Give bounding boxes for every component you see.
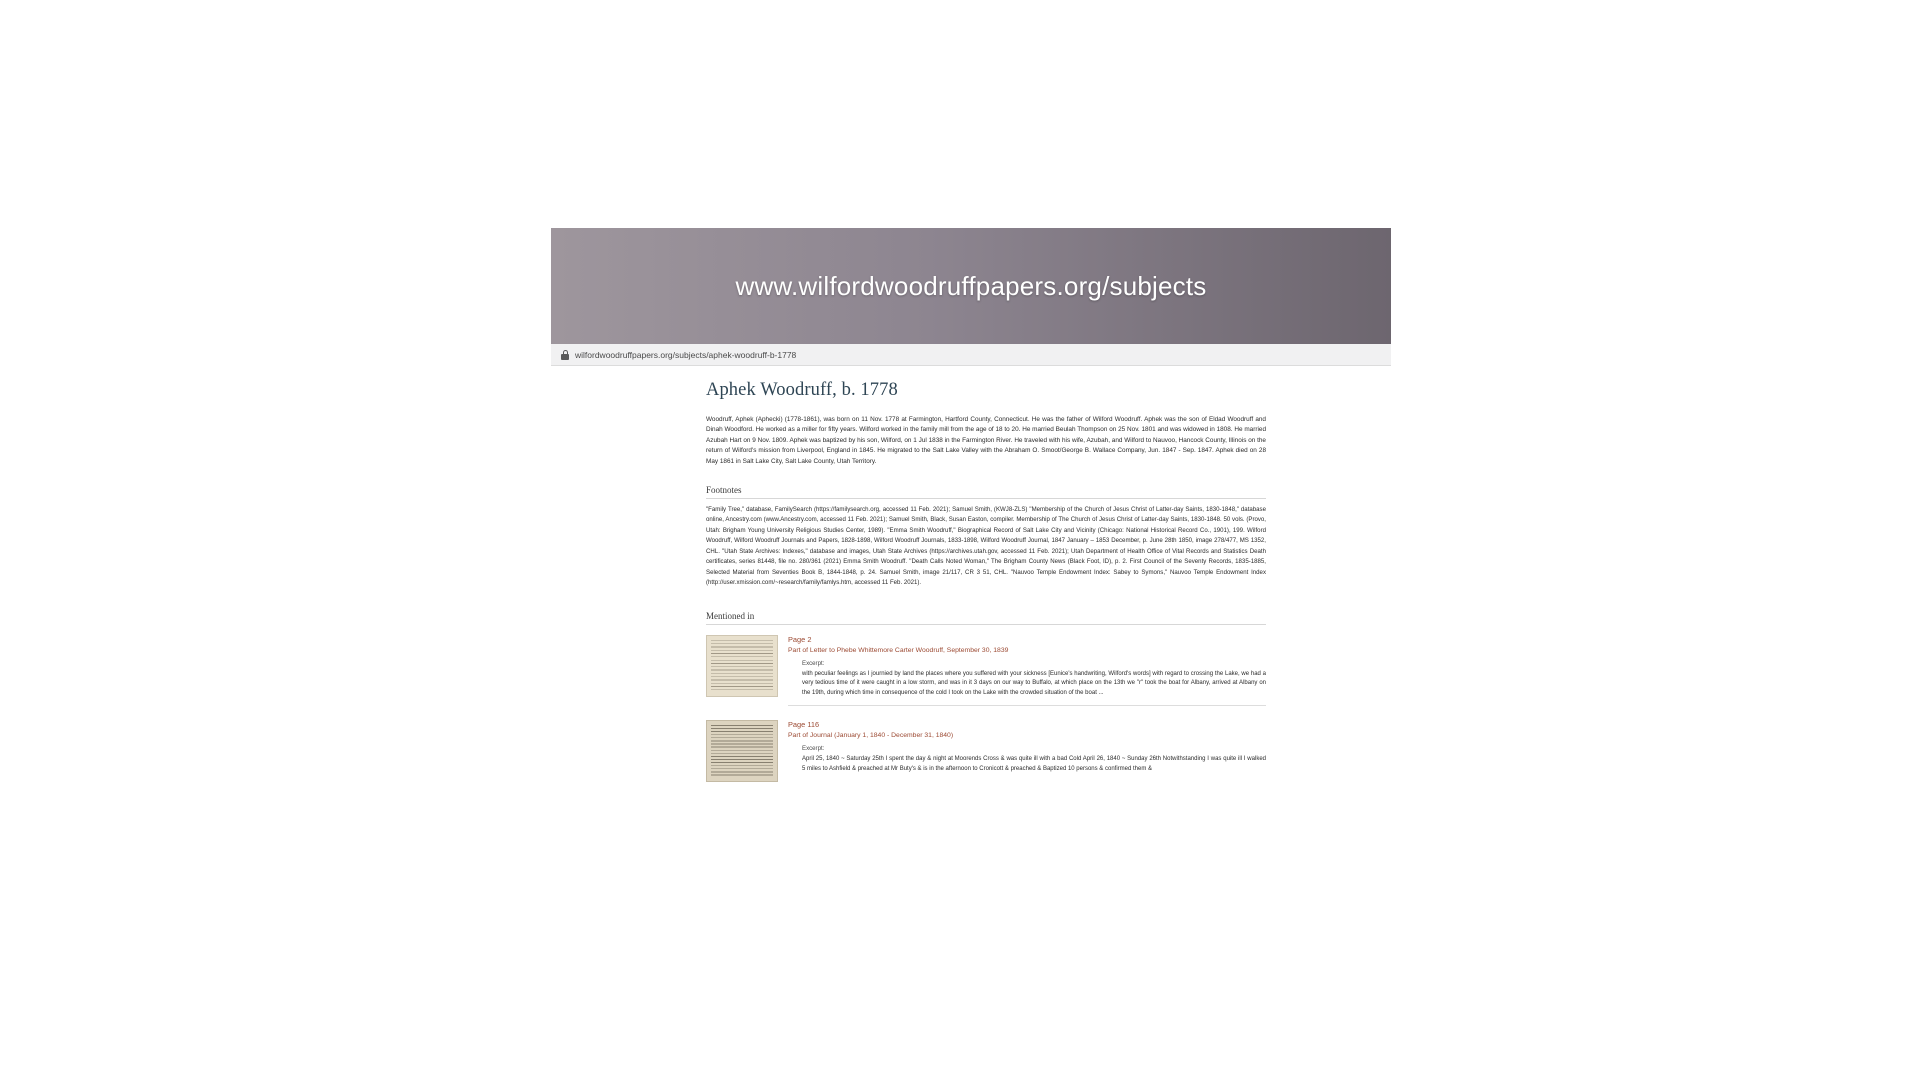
mention-item[interactable]	[706, 635, 1266, 712]
footnotes-text: "Family Tree," database, FamilySearch (https://familysearch.org, accessed 11 Feb. 2021); Samuel Smith, (KWJ8-ZLS) "Membership of the Church of Jesus Christ of Latter-day Saints, 1830-1848," database online, Ancestry.com (www.Ancestry.com, accessed 11 Feb. 2021); Samuel Smith, Black, Susan Easton, compiler. Membership of The Church of Jesus Christ of Latter-day Saints, 1830-1848. 50 vols. (Provo, Utah: Brigham Young University Religious Studies Center, 1989). "Emma Smith Woodruff," Biographical Record of Salt Lake City and Vicinity (Chicago: National Historical Record Co., 1901), 199. Wilford Woodruff, Wilford Woodruff Journals and Papers, 1828-1898, Wilford Woodruff Journals, 1833-1898, Wilford Woodruff Journal, 1847 January – 1853 December, p. June 28th 1850, image 278/477, MS 1352, CHL. "Utah State Archives: Indexes," database and images, Utah State Archives (https://archives.utah.gov, accessed 11 Feb. 2021); Utah Department of Health Office of Vital Records and Statistics Death certificates, series 81448, file no. 280/361 (2021) Emma Smith Woodruff. "Death Calls Noted Woman," The Brigham County News (Black Foot, ID), p. 2. First Council of the Seventy Records, 1835-1885, Selected Material from Seventies Book B, 1844-1848, p. 24. Samuel Smith, image 21/117, CR 3 51, CHL. "Nauvoo Temple Endowment Index: Sabey to Symons," Nauvoo Temple Endowment Index (http://user.xmission.com/~research/family/famlys.htm, accessed 11 Feb. 2021).	[706, 505, 1266, 587]
mention-page-link[interactable]: Page 116	[788, 719, 820, 729]
mentioned-in-heading: Mentioned in	[706, 611, 1266, 625]
mention-part-of-link[interactable]: Part of Journal (January 1, 1840 - December 31, 1840)	[788, 731, 954, 739]
excerpt-block	[788, 745, 1266, 774]
mention-item[interactable]	[706, 720, 1266, 788]
browser-window	[551, 228, 1391, 853]
biography-paragraph: Woodruff, Aphek (Aphecki) (1778-1861), was born on 11 Nov. 1778 at Farmington, Hartford County, Connecticut. He was the father of Wilford Woodruff. Aphek was the son of Eldad Woodruff and Dinah Woodford. He worked as a miller for fifty years. Wilford worked in the family mill from the age of 18 to 20. He married Beulah Thompson on 25 Nov. 1801 and was widowed in 1808. He married Azubah Hart on 9 Nov. 1809. Aphek was baptized by his son, Wilford, on 1 Jul 1838 in the Farmington River. He traveled with his wife, Azubah, and Wilford to Nauvoo, Hancock County, Illinois on the return of Wilford's mission from Liverpool, England in 1845. He migrated to the Salt Lake Valley with the Abraham O. Smoot/George B. Wallace Company, Jun. 1847 - Sep. 1847. Aphek died on 28 May 1861 in Salt Lake City, Salt Lake County, Utah Territory.	[706, 416, 1266, 465]
footnotes-heading: Footnotes	[706, 485, 1266, 499]
mention-page-link[interactable]: Page 2	[788, 634, 812, 644]
mention-part-of-link[interactable]: Part of Letter to Phebe Whittemore Carter Woodruff, September 30, 1839	[788, 646, 1009, 654]
manuscript-thumbnail[interactable]	[706, 635, 778, 697]
excerpt-text: with peculiar feelings as I journied by land the places where you suffered with your sickness [Eunice's handwriting, Wilford's words] with regard to crossing the Lake, we had a very tedious time of it were caught in a low storm, and was in it 3 days on our way to Buffalo, at which place on the 13th we "r" took the boat for Albany, arrived at Albany on the 19th, during which time in consequence of the cold I took on the Lake with the crowded situation of the boat ...	[802, 670, 1266, 697]
excerpt-block	[788, 660, 1266, 699]
excerpt-label: Excerpt:	[802, 659, 825, 667]
mention-body	[788, 720, 1266, 782]
lock-icon	[561, 350, 569, 360]
excerpt-label: Excerpt:	[802, 744, 825, 752]
page-content	[551, 366, 1391, 853]
address-bar[interactable]	[551, 344, 1391, 366]
banner-url-text: www.wilfordwoodruffpapers.org/subjects	[735, 270, 1207, 301]
content-fade	[551, 839, 1391, 853]
site-banner	[551, 228, 1391, 344]
page-title: Aphek Woodruff, b. 1778	[706, 380, 898, 400]
mention-divider	[788, 705, 1266, 706]
address-bar-url: wilfordwoodruffpapers.org/subjects/aphek-woodruff-b-1778	[575, 349, 797, 360]
excerpt-text: April 25, 1840 ~ Saturday 25th I spent the day & night at Moorends Cross & was quite ill with a bad Cold April 26, 1840 ~ Sunday 26th Notwithstanding I was quite ill I walked 5 miles to Ashfield & preached at Mr Buty's & is in the afternoon to Cronicott & preached & Baptized 10 persons & confirmed them &	[802, 755, 1266, 772]
manuscript-thumbnail[interactable]	[706, 720, 778, 782]
mention-body	[788, 635, 1266, 706]
content-column	[706, 380, 1266, 796]
